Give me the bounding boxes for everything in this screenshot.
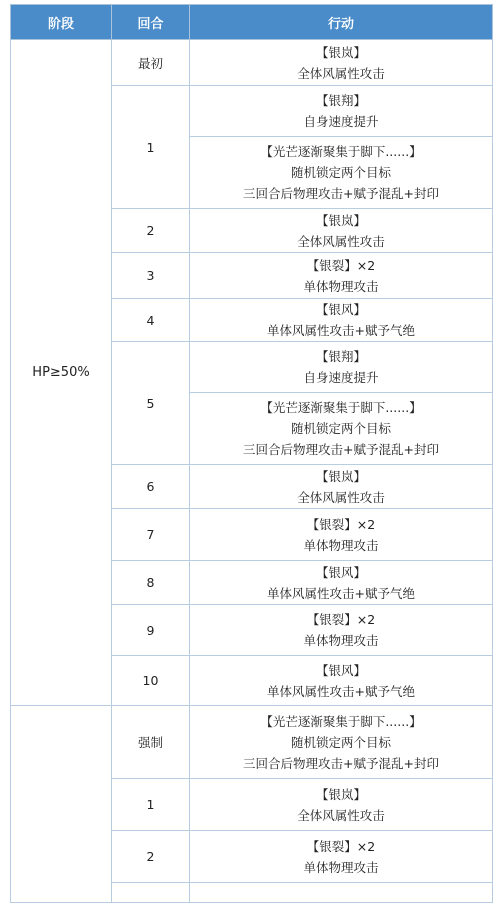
action-name: 【银岚】 bbox=[315, 468, 366, 484]
action-name: 【银风】 bbox=[315, 662, 366, 678]
action-desc: 全体风属性攻击 bbox=[297, 807, 385, 823]
action-cell bbox=[190, 465, 493, 509]
action-cell bbox=[190, 86, 493, 209]
action-cell bbox=[190, 656, 493, 706]
action-desc: 单体物理攻击 bbox=[303, 278, 379, 294]
action-name: 【银翔】 bbox=[315, 93, 366, 108]
action-desc: 单体风属性攻击+赋予气绝 bbox=[267, 683, 415, 699]
header-action: 行动 bbox=[190, 5, 493, 40]
action-cell bbox=[190, 831, 493, 883]
action-name: 【光芒逐渐聚集于脚下......】 bbox=[260, 713, 422, 729]
action-desc: 三回合后物理攻击+赋予混乱+封印 bbox=[243, 442, 439, 457]
action-name: 【银风】 bbox=[315, 564, 366, 580]
action-name: 【银裂】×2 bbox=[306, 838, 376, 854]
round-cell: 5 bbox=[112, 342, 190, 465]
action-cell bbox=[190, 779, 493, 831]
action-table bbox=[10, 4, 493, 903]
action-cell bbox=[190, 253, 493, 299]
action-desc: 全体风属性攻击 bbox=[297, 233, 385, 249]
round-cell: 3 bbox=[112, 253, 190, 299]
phase-cell-2 bbox=[11, 706, 112, 903]
header-row bbox=[11, 5, 493, 40]
action-cell bbox=[190, 883, 493, 903]
action-desc: 自身速度提升 bbox=[303, 114, 379, 129]
action-name: 【银翔】 bbox=[315, 349, 366, 364]
round-cell: 4 bbox=[112, 299, 190, 342]
action-desc: 三回合后物理攻击+赋予混乱+封印 bbox=[243, 186, 439, 201]
action-name: 【银岚】 bbox=[315, 212, 366, 228]
round-cell: 2 bbox=[112, 831, 190, 883]
action-name: 【银岚】 bbox=[315, 786, 366, 802]
action-desc: 随机锁定两个目标 bbox=[290, 421, 391, 436]
action-desc: 随机锁定两个目标 bbox=[290, 734, 391, 750]
action-desc: 单体风属性攻击+赋予气绝 bbox=[267, 585, 415, 601]
table-row bbox=[11, 706, 493, 779]
action-cell bbox=[190, 561, 493, 605]
phase-cell: HP≥50% bbox=[11, 40, 112, 706]
round-cell: 6 bbox=[112, 465, 190, 509]
action-name: 【银裂】×2 bbox=[306, 516, 376, 532]
header-phase: 阶段 bbox=[11, 5, 112, 40]
action-name: 【光芒逐渐聚集于脚下......】 bbox=[260, 400, 422, 415]
action-cell bbox=[190, 299, 493, 342]
table-row bbox=[11, 40, 493, 86]
action-desc: 单体物理攻击 bbox=[303, 633, 379, 648]
action-name: 【光芒逐渐聚集于脚下......】 bbox=[260, 144, 422, 159]
action-desc: 全体风属性攻击 bbox=[297, 489, 385, 505]
round-cell: 最初 bbox=[112, 40, 190, 86]
round-cell: 7 bbox=[112, 509, 190, 561]
round-cell: 9 bbox=[112, 605, 190, 656]
action-desc: 三回合后物理攻击+赋予混乱+封印 bbox=[243, 755, 439, 771]
round-cell: 1 bbox=[112, 86, 190, 209]
action-cell bbox=[190, 40, 493, 86]
action-name: 【银风】 bbox=[315, 302, 366, 317]
action-desc: 全体风属性攻击 bbox=[297, 65, 385, 81]
action-cell bbox=[190, 342, 493, 465]
action-cell bbox=[190, 209, 493, 253]
round-cell: 1 bbox=[112, 779, 190, 831]
action-desc: 自身速度提升 bbox=[303, 370, 379, 385]
action-desc: 随机锁定两个目标 bbox=[290, 165, 391, 180]
action-name: 【银岚】 bbox=[315, 44, 366, 60]
action-cell bbox=[190, 605, 493, 656]
header-round: 回合 bbox=[112, 5, 190, 40]
action-desc: 单体风属性攻击+赋予气绝 bbox=[267, 323, 415, 338]
action-cell bbox=[190, 509, 493, 561]
round-cell: 8 bbox=[112, 561, 190, 605]
action-name: 【银裂】×2 bbox=[306, 257, 376, 273]
action-cell bbox=[190, 706, 493, 779]
action-desc: 单体物理攻击 bbox=[303, 537, 379, 553]
round-cell bbox=[112, 883, 190, 903]
action-desc: 单体物理攻击 bbox=[303, 859, 379, 875]
round-cell: 10 bbox=[112, 656, 190, 706]
round-cell: 2 bbox=[112, 209, 190, 253]
round-cell: 强制 bbox=[112, 706, 190, 779]
action-name: 【银裂】×2 bbox=[306, 612, 376, 627]
